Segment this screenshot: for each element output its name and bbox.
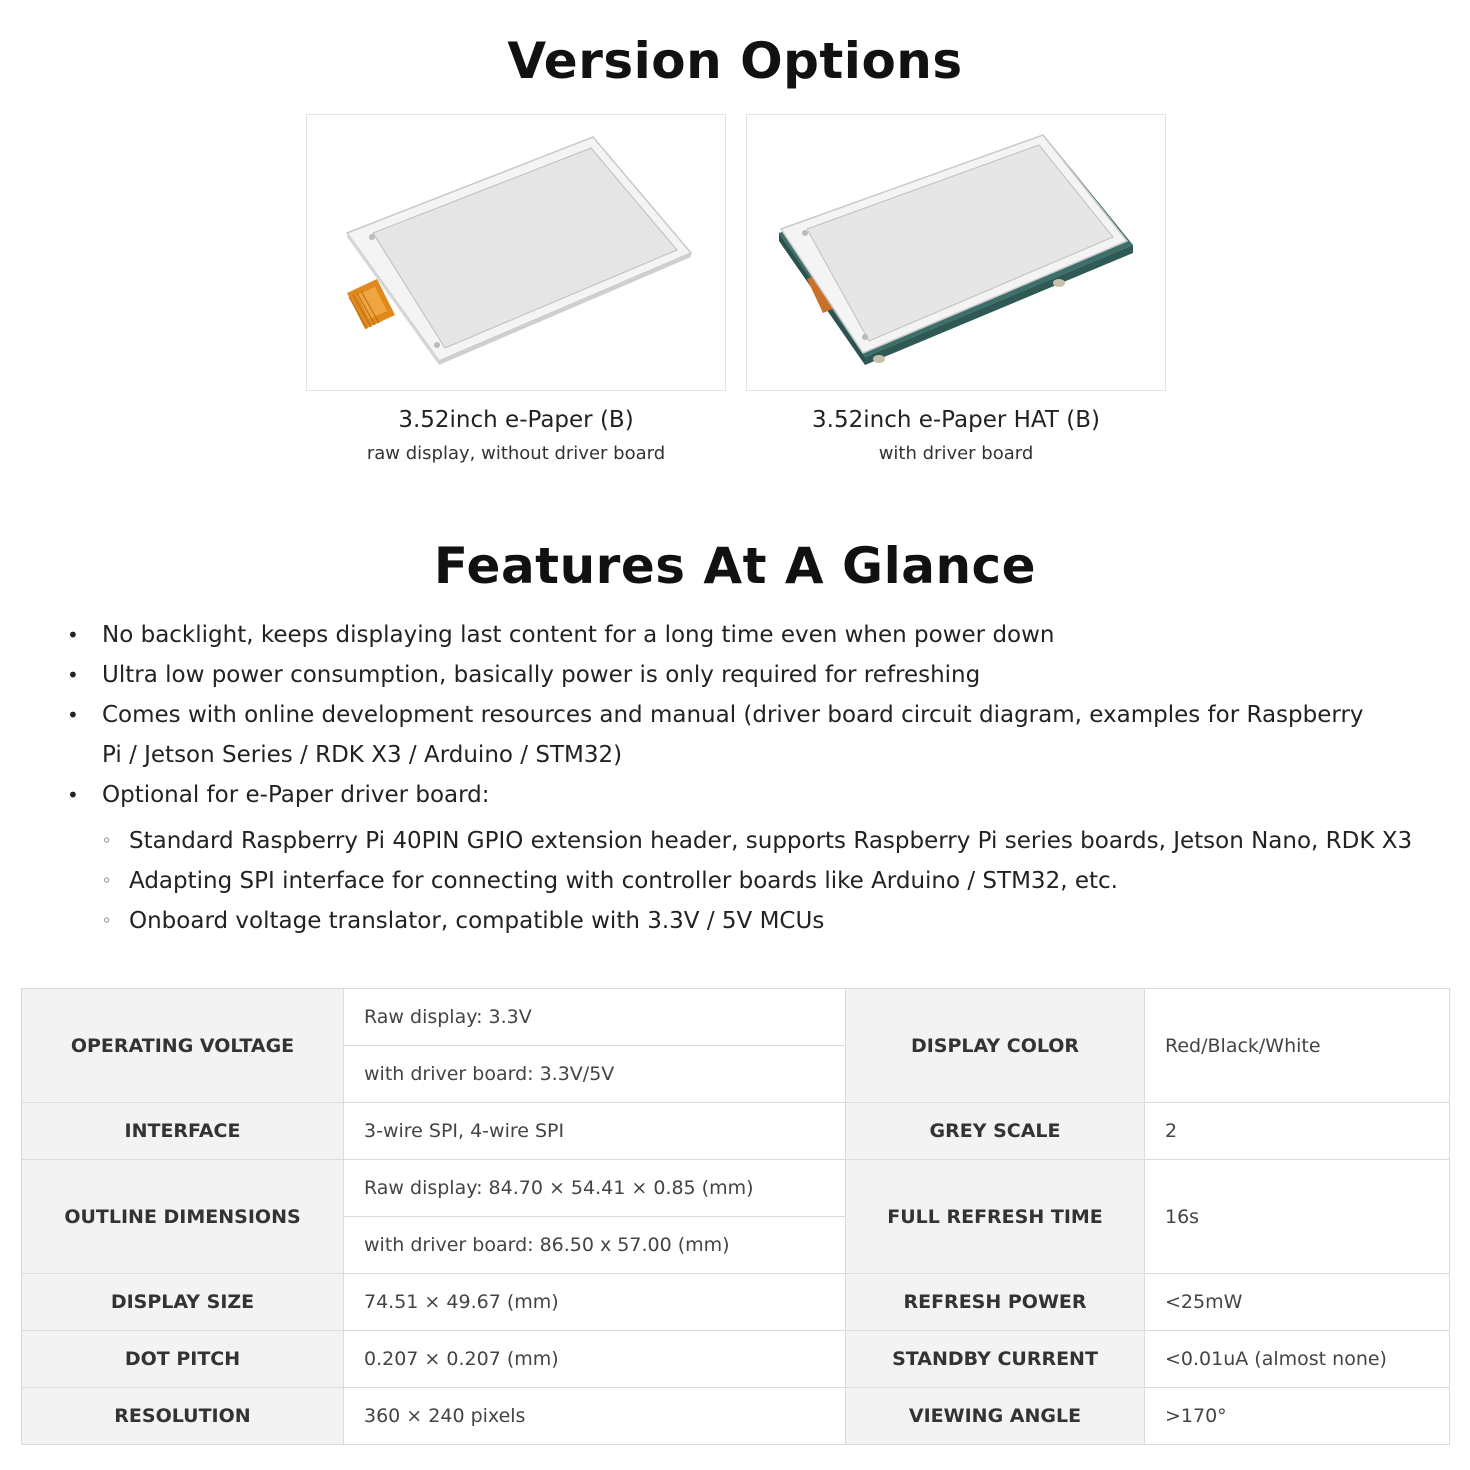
product-name: 3.52inch e-Paper (B) xyxy=(398,407,634,433)
spec-value: <25mW xyxy=(1145,1274,1450,1331)
epaper-hat-image xyxy=(747,115,1166,391)
spec-value: with driver board: 3.3V/5V xyxy=(344,1046,846,1103)
spec-value: <0.01uA (almost none) xyxy=(1145,1331,1450,1388)
spec-value: 2 xyxy=(1145,1103,1450,1160)
spec-label: GREY SCALE xyxy=(846,1103,1145,1160)
caption-raw-display xyxy=(296,407,736,464)
spec-value: Raw display: 84.70 × 54.41 × 0.85 (mm) xyxy=(344,1160,846,1217)
spec-value: Raw display: 3.3V xyxy=(344,989,846,1046)
list-item: • Optional for e-Paper driver board: xyxy=(67,782,490,808)
caption-hat xyxy=(736,407,1176,464)
table-row xyxy=(22,1103,1450,1160)
spec-value: 360 × 240 pixels xyxy=(344,1388,846,1445)
spec-value: Red/Black/White xyxy=(1145,989,1450,1103)
spec-label: OUTLINE DIMENSIONS xyxy=(22,1160,344,1274)
spec-label: REFRESH POWER xyxy=(846,1274,1145,1331)
spec-label: VIEWING ANGLE xyxy=(846,1388,1145,1445)
spec-label: DISPLAY COLOR xyxy=(846,989,1145,1103)
table-row xyxy=(22,1274,1450,1331)
spec-value: 74.51 × 49.67 (mm) xyxy=(344,1274,846,1331)
product-description: raw display, without driver board xyxy=(366,443,666,464)
features-title: Features At A Glance xyxy=(433,537,1037,595)
spec-label: FULL REFRESH TIME xyxy=(846,1160,1145,1274)
table-row xyxy=(22,1331,1450,1388)
feature-list xyxy=(64,615,1444,941)
spec-label: OPERATING VOLTAGE xyxy=(22,989,344,1103)
list-item: • No backlight, keeps displaying last content for a long time even when power down xyxy=(67,622,1055,648)
spec-value: 0.207 × 0.207 (mm) xyxy=(344,1331,846,1388)
version-options-title: Version Options xyxy=(507,32,963,90)
spec-value: >170° xyxy=(1145,1388,1450,1445)
product-description: with driver board xyxy=(878,443,1034,464)
spec-label: DOT PITCH xyxy=(22,1331,344,1388)
sub-list-item: ◦ Onboard voltage translator, compatible with 3.3V / 5V MCUs xyxy=(102,908,825,934)
sub-list-item: ◦ Standard Raspberry Pi 40PIN GPIO extension header, supports Raspberry Pi series boards, Jetson Nano, RDK X3 xyxy=(102,828,1413,854)
spec-value: 3-wire SPI, 4-wire SPI xyxy=(344,1103,846,1160)
table-row xyxy=(22,989,1450,1046)
spec-label: DISPLAY SIZE xyxy=(22,1274,344,1331)
sub-feature-list xyxy=(64,821,1444,941)
spec-table xyxy=(21,988,1450,1445)
spec-label: INTERFACE xyxy=(22,1103,344,1160)
product-card-raw-display[interactable] xyxy=(306,114,726,391)
spec-value: 16s xyxy=(1145,1160,1450,1274)
list-item: • Comes with online development resources and manual (driver board circuit diagram, examples for Raspberry Pi / Jetson Series / RDK X3 / Arduino / STM32) xyxy=(67,702,1364,768)
sub-list-item: ◦ Adapting SPI interface for connecting with controller boards like Arduino / STM32, etc. xyxy=(102,868,1118,894)
product-card-hat[interactable] xyxy=(746,114,1166,391)
product-name: 3.52inch e-Paper HAT (B) xyxy=(812,407,1100,433)
spec-label: STANDBY CURRENT xyxy=(846,1331,1145,1388)
table-row xyxy=(22,1160,1450,1217)
spec-value: with driver board: 86.50 x 57.00 (mm) xyxy=(344,1217,846,1274)
table-row xyxy=(22,1388,1450,1445)
list-item: • Ultra low power consumption, basically power is only required for refreshing xyxy=(67,662,981,688)
epaper-raw-display-image xyxy=(307,115,726,391)
spec-label: RESOLUTION xyxy=(22,1388,344,1445)
